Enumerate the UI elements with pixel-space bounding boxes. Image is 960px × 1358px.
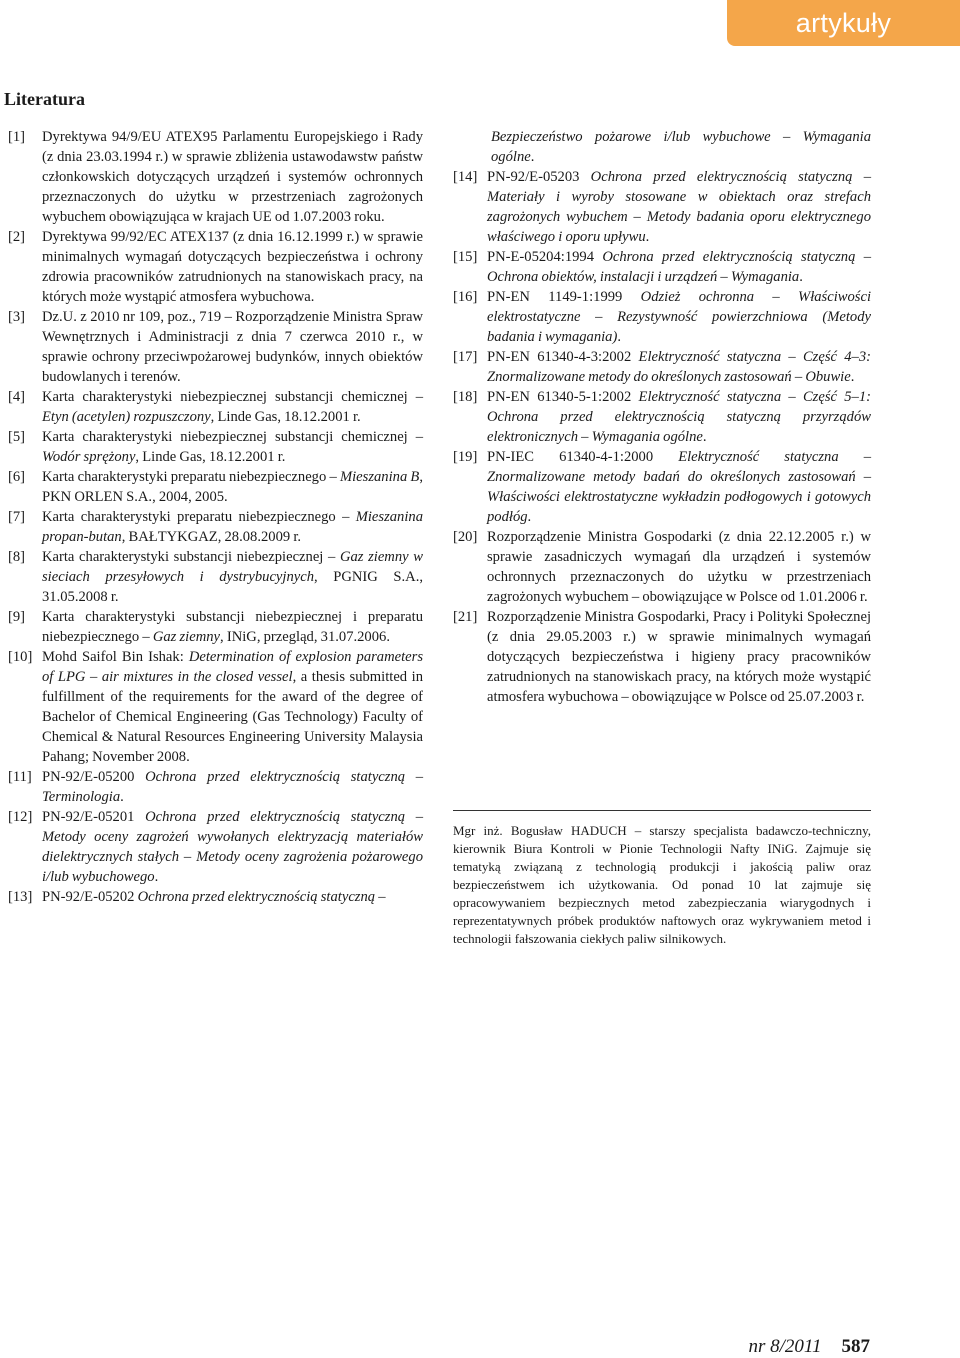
reference-text: PN-92/E-05202 Ochrona przed elektrycznością statyczną – [42, 889, 386, 905]
reference-text: PN-EN 61340-5-1:2002 Elektryczność statyczna – Część 5–1: Ochrona przed elektrycznością statyczną przyrządów elektronicznych – Wymagania ogólne. [487, 389, 872, 445]
reference-item [8, 807, 423, 887]
reference-text: PN-EN 1149-1:1999 Odzież ochronna – Właściwości elektrostatyczne – Rezystywność powierzchniowa (Metody badania i wymagania). [487, 289, 871, 345]
reference-number: [9] [8, 609, 26, 625]
section-tab: artykuły [727, 0, 960, 46]
bio-divider [453, 810, 871, 811]
reference-number: [16] [453, 289, 478, 305]
reference-text: Karta charakterystyki preparatu niebezpiecznego – Mieszanina propan-butan, BAŁTYKGAZ, 28.08.2009 r. [42, 509, 423, 545]
reference-text: PN-92/E-05203 Ochrona przed elektrycznością statyczną – Materiały i wyroby stosowane w obiektach oraz strefach zagrożonych wybuchem – Metody badania oporu elektrycznego właściwego i oporu upływu. [487, 169, 871, 245]
reference-item [453, 287, 871, 347]
reference-number: [11] [8, 769, 32, 785]
reference-number: [21] [453, 609, 478, 625]
reference-number: [4] [8, 389, 26, 405]
reference-number: [19] [453, 449, 478, 465]
reference-item [453, 447, 871, 527]
reference-text: Karta charakterystyki niebezpiecznej substancji chemicznej – Wodór sprężony, Linde Gas, 18.12.2001 r. [42, 429, 423, 465]
reference-number: [8] [8, 549, 26, 565]
reference-number: [17] [453, 349, 478, 365]
references-column-right [453, 127, 871, 707]
reference-number: [14] [453, 169, 478, 185]
reference-text: PN-92/E-05201 Ochrona przed elektrycznością statyczną – Metody oceny zagrożeń wywołanych elektryzacją materiałów dielektrycznych stałych – Metody oceny zagrożenia pożarowego i/lub wybuchowego. [42, 809, 423, 885]
reference-item [8, 607, 423, 647]
reference-item [8, 387, 423, 427]
reference-item [8, 887, 423, 907]
reference-text: Karta charakterystyki niebezpiecznej substancji chemicznej – Etyn (acetylen) rozpuszczony, Linde Gas, 18.12.2001 r. [42, 389, 423, 425]
author-bio: Mgr inż. Bogusław HADUCH – starszy specjalista badawczo-techniczny, kierownik Biura Kontroli w Pionie Technologii Nafty INiG. Zajmuje się tematyką związaną z technologią produkcji i jakością paliw oraz bezpieczeństwem ich użytkowania. Od ponad 10 lat zajmuje się opracowywaniem bezpiecznych metod zabezpieczania wiarygodnych i reprezentatywnych próbek produktów naftowych oraz wykrywaniem metod i technologii fałszowania ciekłych paliw silnikowych. [453, 823, 871, 946]
reference-number: [20] [453, 529, 478, 545]
reference-item [8, 307, 423, 387]
reference-number: [3] [8, 309, 26, 325]
reference-text: Karta charakterystyki preparatu niebezpiecznego – Mieszanina B, PKN ORLEN S.A., 2004, 2005. [42, 469, 424, 505]
reference-number: [13] [8, 889, 33, 905]
reference-item [453, 387, 871, 447]
reference-text: Dyrektywa 94/9/EU ATEX95 Parlamentu Europejskiego i Rady (z dnia 23.03.1994 r.) w sprawie zbliżenia ustawodawstw państw członkowskich dotyczących urządzeń i systemów ochronnych przeznaczonych do użytku w przestrzeniach zagrożonych wybuchem obowiązująca w krajach UE od 1.07.2003 roku. [42, 129, 423, 225]
reference-item [8, 427, 423, 467]
reference-text: Rozporządzenie Ministra Gospodarki, Pracy i Polityki Społecznej (z dnia 29.05.2003 r.) w sprawie minimalnych wymagań dotyczących bezpieczeństwa i higieny pracy pracowników zatrudnionych na stanowiskach pracy, na których może wystąpić atmosfera wybuchowa – obowiązujące w Polsce od 25.07.2003 r. [487, 609, 871, 705]
page-footer [748, 1336, 870, 1358]
reference-item [453, 347, 871, 387]
reference-number: [6] [8, 469, 26, 485]
reference-text: Karta charakterystyki substancji niebezpiecznej – Gaz ziemny w sieciach przesyłowych i dystrybucyjnych, PGNIG S.A., 31.05.2008 r. [42, 549, 423, 605]
reference-item [453, 607, 871, 707]
references-column-left [8, 127, 423, 907]
reference-number: [12] [8, 809, 33, 825]
reference-item [8, 647, 423, 767]
reference-number: [18] [453, 389, 478, 405]
reference-item [8, 547, 423, 607]
reference-item [453, 167, 871, 247]
reference-text: PN-92/E-05200 Ochrona przed elektrycznością statyczną – Terminologia. [42, 769, 423, 805]
reference-item [8, 227, 423, 307]
reference-item [453, 247, 871, 287]
issue-number: nr 8/2011 [748, 1336, 822, 1357]
reference-item [8, 767, 423, 807]
reference-item [453, 127, 871, 167]
reference-item [8, 467, 423, 507]
page-number: 587 [841, 1336, 870, 1357]
reference-text: Rozporządzenie Ministra Gospodarki (z dnia 22.12.2005 r.) w sprawie zasadniczych wymagań dla urządzeń i systemów ochronnych przeznaczonych do użytku w przestrzeniach zagrożonych wybuchem – obowiązujące w Polsce od 1.01.2006 r. [487, 529, 871, 605]
page-heading: Literatura [4, 89, 85, 109]
reference-item [8, 127, 423, 227]
reference-text: Mohd Saifol Bin Ishak: Determination of explosion parameters of LPG – air mixtures in the closed vessel, a thesis submitted in fulfillment of the requirements for the award of the degree of Bachelor of Chemical Engineering (Gas Technology) Faculty of Chemical & Natural Resources Engineering University Malaysia Pahang; November 2008. [42, 649, 423, 765]
reference-item [453, 527, 871, 607]
reference-number: [1] [8, 129, 26, 145]
reference-text: PN-IEC 61340-4-1:2000 Elektryczność statyczna – Znormalizowane metody badań do określonych zastosowań – Właściwości elektrostatyczne wykładzin podłogowych i gotowych podłóg. [487, 449, 871, 525]
reference-text: Karta charakterystyki substancji niebezpiecznej i preparatu niebezpiecznego – Gaz ziemny, INiG, przegląd, 31.07.2006. [42, 609, 423, 645]
reference-item [8, 507, 423, 547]
reference-text: Bezpieczeństwo pożarowe i/lub wybuchowe – Wymagania ogólne. [491, 129, 871, 165]
reference-number: [7] [8, 509, 26, 525]
reference-number: [15] [453, 249, 478, 265]
reference-number: [10] [8, 649, 33, 665]
reference-text: Dz.U. z 2010 nr 109, poz., 719 – Rozporządzenie Ministra Spraw Wewnętrznych i Administracji z dnia 7 czerwca 2010 r., w sprawie ochrony przeciwpożarowej budynków, innych obiektów budowlanych i terenów. [42, 309, 423, 385]
reference-text: PN-E-05204:1994 Ochrona przed elektrycznością statyczną – Ochrona obiektów, instalacji i urządzeń – Wymagania. [487, 249, 871, 285]
reference-number: [5] [8, 429, 26, 445]
reference-number: [2] [8, 229, 26, 245]
reference-text: Dyrektywa 99/92/EC ATEX137 (z dnia 16.12.1999 r.) w sprawie minimalnych wymagań dotyczących bezpieczeństwa i ochrony zdrowia pracowników zatrudnionych na stanowiskach pracy, na których może wystąpić atmosfera wybuchowa. [42, 229, 423, 305]
reference-text: PN-EN 61340-4-3:2002 Elektryczność statyczna – Część 4–3: Znormalizowane metody do określonych zastosowań – Obuwie. [487, 349, 872, 385]
